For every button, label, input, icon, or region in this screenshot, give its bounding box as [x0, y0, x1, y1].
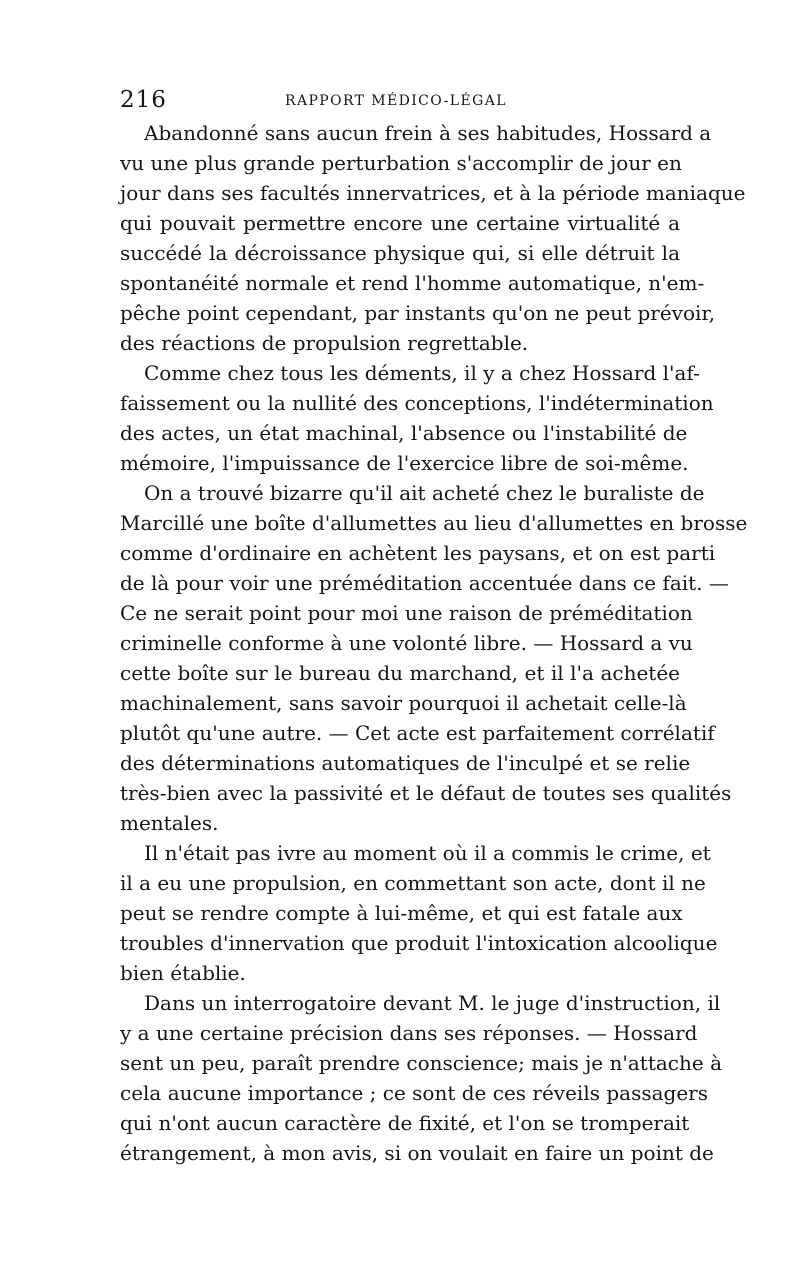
text-line: comme d'ordinaire en achètent les paysans, et on est parti — [120, 541, 716, 565]
text-line: il a eu une propulsion, en commettant son acte, dont il ne — [120, 871, 706, 895]
text-line: bien établie. — [120, 961, 246, 985]
text-line: très-bien avec la passivité et le défaut de toutes ses qualités — [120, 781, 732, 805]
text-line: Dans un interrogatoire devant M. le juge d'instruction, il — [144, 991, 721, 1015]
text-line: de là pour voir une préméditation accentuée dans ce fait. — — [120, 571, 729, 595]
text-line: Ce ne serait point pour moi une raison de préméditation — [120, 601, 693, 625]
text-line: criminelle conforme à une volonté libre. — Hossard a vu — [120, 631, 693, 655]
text-line: qui n'ont aucun caractère de fixité, et l'on se tromperait — [120, 1111, 690, 1135]
text-line: On a trouvé bizarre qu'il ait acheté chez le buraliste de — [144, 481, 705, 505]
text-line: cela aucune importance ; ce sont de ces réveils passagers — [120, 1081, 708, 1105]
text-line: mentales. — [120, 811, 219, 835]
text-line: des déterminations automatiques de l'inculpé et se relie — [120, 751, 691, 775]
text-line: Il n'était pas ivre au moment où il a commis le crime, et — [144, 841, 711, 865]
paragraph — [120, 988, 723, 1168]
body-text — [120, 118, 748, 1168]
text-line: étrangement, à mon avis, si on voulait en faire un point de — [120, 1141, 714, 1165]
text-line: peut se rendre compte à lui-même, et qui est fatale aux — [120, 901, 683, 925]
text-line: succédé la décroissance physique qui, si elle détruit la — [120, 241, 680, 265]
running-head — [120, 86, 680, 118]
page-number: 216 — [120, 87, 167, 113]
text-line: des réactions de propulsion regrettable. — [120, 331, 529, 355]
text-line: y a une certaine précision dans ses réponses. — Hossard — [120, 1021, 698, 1045]
text-line: cette boîte sur le bureau du marchand, et il l'a achetée — [120, 661, 680, 685]
text-line: jour dans ses facultés innervatrices, et à la période maniaque — [120, 181, 746, 205]
text-line: plutôt qu'une autre. — Cet acte est parfaitement corrélatif — [120, 721, 715, 745]
text-line: sent un peu, paraît prendre conscience; mais je n'attache à — [120, 1051, 723, 1075]
text-line: Abandonné sans aucun frein à ses habitudes, Hossard a — [144, 121, 712, 145]
text-line: mémoire, l'impuissance de l'exercice libre de soi-même. — [120, 451, 689, 475]
paragraph — [120, 478, 748, 838]
text-line: qui pouvait permettre encore une certaine virtualité a — [120, 211, 680, 235]
paragraph — [120, 838, 718, 988]
text-line: Marcillé une boîte d'allumettes au lieu d'allumettes en brosse — [120, 511, 748, 535]
text-line: des actes, un état machinal, l'absence ou l'instabilité de — [120, 421, 688, 445]
paragraph — [120, 358, 714, 478]
paragraph — [120, 118, 746, 358]
text-line: machinalement, sans savoir pourquoi il achetait celle-là — [120, 691, 687, 715]
running-title: RAPPORT MÉDICO-LÉGAL — [285, 93, 507, 109]
text-line: faissement ou la nullité des conceptions, l'indétermination — [120, 391, 714, 415]
text-line: Comme chez tous les déments, il y a chez Hossard l'af- — [144, 361, 700, 385]
text-line: troubles d'innervation que produit l'intoxication alcoolique — [120, 931, 718, 955]
text-line: pêche point cependant, par instants qu'on ne peut prévoir, — [120, 301, 716, 325]
text-line: spontanéité normale et rend l'homme automatique, n'em- — [120, 271, 705, 295]
text-line: vu une plus grande perturbation s'accomplir de jour en — [120, 151, 682, 175]
